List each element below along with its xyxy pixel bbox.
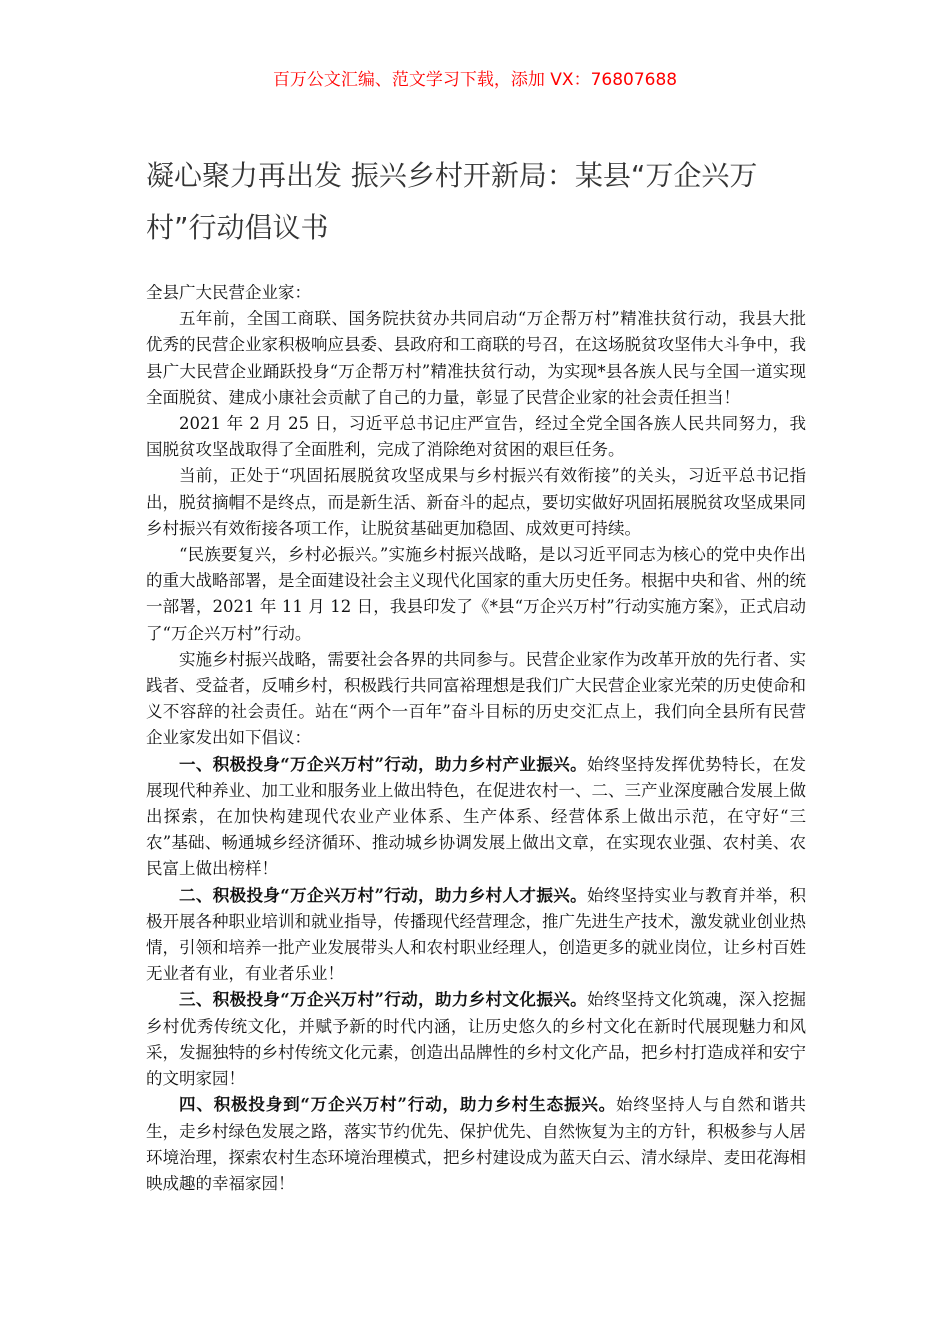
paragraph: 五年前，全国工商联、国务院扶贫办共同启动“万企帮万村”精准扶贫行动，我县大批优秀的民营企业家积极响应县委、县政府和工商联的号召，在这场脱贫攻坚伟大斗争中，我县广大民营企业踊跃投身“万企帮万村”精准扶贫行动，为实现*县各族人民与全国一道实现全面脱贫、建成小康社会贡献了自己的力量，彰显了民营企业家的社会责任担当！ [146, 309, 806, 407]
initiative-paragraph [146, 883, 806, 988]
initiative-paragraph [146, 752, 806, 883]
initiative-heading: 四、积极投身到“万企兴万村”行动，助力乡村生态振兴。 [179, 1095, 617, 1115]
initiative-text: 始终坚持人与自然和谐共生，走乡村绿色发展之路，落实节约优先、保护优先、自然恢复为主的方针，积极参与人居环境治理，探索农村生态环境治理模式，把乡村建设成为蓝天白云、清水绿岸、麦田花海相映成趣的幸福家园！ [146, 1095, 807, 1193]
paragraph: “民族要复兴，乡村必振兴。”实施乡村振兴战略，是以习近平同志为核心的党中央作出的重大战略部署，是全面建设社会主义现代化国家的重大历史任务。根据中央和省、州的统一部署，2021 年 11 月 12 日，我县印发了《*县“万企兴万村”行动实施方案》，正式启动了“万企兴万村”行动。 [146, 545, 806, 643]
initiative-heading: 三、积极投身“万企兴万村”行动，助力乡村文化振兴。 [179, 990, 587, 1010]
paragraph: 当前，正处于“巩固拓展脱贫攻坚成果与乡村振兴有效衔接”的关头，习近平总书记指出，脱贫摘帽不是终点，而是新生活、新奋斗的起点，要切实做好巩固拓展脱贫攻坚成果同乡村振兴有效衔接各项工作，让脱贫基础更加稳固、成效更可持续。 [146, 466, 806, 538]
salutation: 全县广大民营企业家： [146, 283, 311, 302]
initiative-paragraph [146, 987, 806, 1092]
document-title: 凝心聚力再出发 振兴乡村开新局：某县“万企兴万村”行动倡议书 [146, 159, 758, 244]
initiative-text: 始终坚持文化筑魂，深入挖掘乡村优秀传统文化，并赋予新的时代内涵，让历史悠久的乡村文化在新时代展现魅力和风采，发掘独特的乡村传统文化元素，创造出品牌性的乡村文化产品，把乡村打造成祥和安宁的文明家园！ [146, 990, 806, 1089]
initiative-text: 始终坚持实业与教育并举，积极开展各种职业培训和就业指导，传播现代经营理念，推广先进生产技术，激发就业创业热情，引领和培养一批产业发展带头人和农村职业经理人，创造更多的就业岗位，让乡村百姓无业者有业，有业者乐业！ [146, 885, 806, 984]
paragraph: 实施乡村振兴战略，需要社会各界的共同参与。民营企业家作为改革开放的先行者、实践者、受益者，反哺乡村，积极践行共同富裕理想是我们广大民营企业家光荣的历史使命和义不容辞的社会责任。站在“两个一百年”奋斗目标的历史交汇点上，我们向全县所有民营企业家发出如下倡议： [146, 649, 806, 748]
paragraph: 2021 年 2 月 25 日，习近平总书记庄严宣告，经过全党全国各族人民共同努力，我国脱贫攻坚战取得了全面胜利，完成了消除绝对贫困的艰巨任务。 [146, 414, 806, 460]
initiative-heading: 一、积极投身“万企兴万村”行动，助力乡村产业振兴。 [179, 754, 587, 774]
promo-banner: 百万公文汇编、范文学习下载，添加 VX：76807688 [272, 70, 678, 90]
initiative-heading: 二、积极投身“万企兴万村”行动，助力乡村人才振兴。 [179, 885, 587, 905]
initiative-paragraph [146, 1092, 806, 1197]
initiative-text: 始终坚持发挥优势特长，在发展现代种养业、加工业和服务业上做出特色，在促进农村一、二、三产业深度融合发展上做出探索，在加快构建现代农业产业体系、生产体系、经营体系上做出示范，在守好“三农”基础、畅通城乡经济循环、推动城乡协调发展上做出文章，在实现农业强、农村美、农民富上做出榜样！ [146, 754, 806, 879]
document-body [146, 280, 806, 1197]
